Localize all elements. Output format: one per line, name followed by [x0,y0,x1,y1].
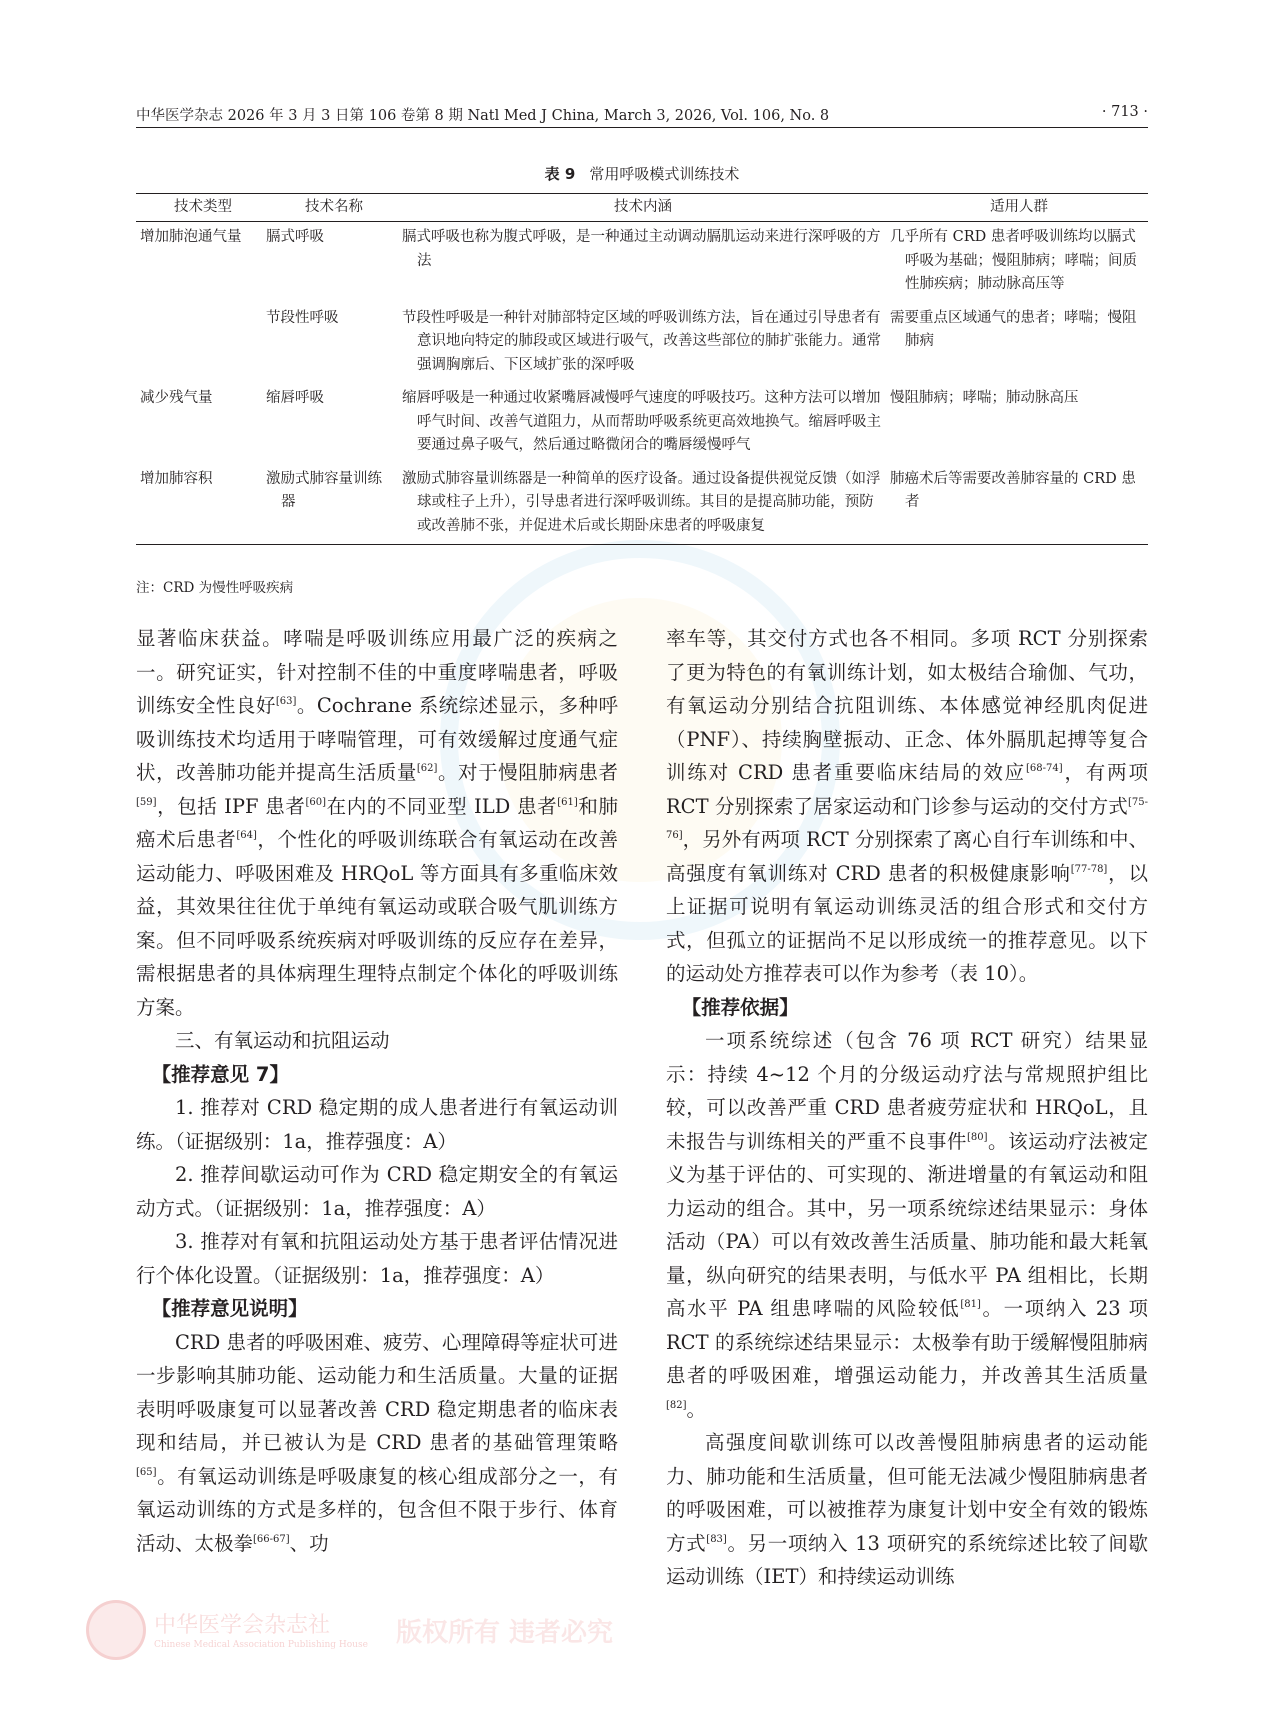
table-number: 表 9 [544,165,576,183]
cell-name: 膈式呼吸 [266,229,324,245]
cell-type: 减少残气量 [140,390,213,406]
citation: [60] [305,796,327,808]
paragraph: 高强度间歇训练可以改善慢阻肺病患者的运动能力、肺功能和生活质量，但可能无法减少慢阻肺病患者的呼吸困难，可以被推荐为康复计划中安全有效的锻炼方式[83]。另一项纳入 13 项研究的系统综述比较了间歇运动训练（IET）和持续运动训练 [666,1431,1148,1588]
cell-content: 缩唇呼吸是一种通过收紧嘴唇减慢呼气速度的呼吸技巧。这种方法可以增加呼气时间、改善气道阻力，从而帮助呼吸系统更高效地换气。缩唇呼吸主要通过鼻子吸气，然后通过略微闭合的嘴唇缓慢呼气 [402,390,881,453]
table-header-row [136,194,1148,222]
cell-population: 慢阻肺病；哮喘；肺动脉高压 [890,390,1079,406]
cell-content: 节段性呼吸是一种针对肺部特定区域的呼吸训练方法，旨在通过引导患者有意识地向特定的肺段或区域进行吸气，改善这些部位的肺扩张能力。通常强调胸廓后、下区域扩张的深呼吸 [402,309,881,373]
paragraph: 显著临床获益。哮喘是呼吸训练应用最广泛的疾病之一。研究证实，针对控制不佳的中重度哮喘患者，呼吸训练安全性良好[63]。Cochrane 系统综述显示，多种呼吸训练技术均适用于哮喘管理，可有效缓解过度通气症状，改善肺功能并提高生活质量[62]。对于慢阻肺病患者[59]，包括 IPF 患者[60]在内的不同亚型 ILD 患者[61]和肺癌术后患者[64]，个性化的呼吸训练联合有氧运动在改善运动能力、呼吸困难及 HRQoL 等方面具有多重临床效益，其效果往往优于单纯有氧运动或联合吸气肌训练方案。但不同呼吸系统疾病对呼吸训练的反应存在差异，需根据患者的具体病理生理特点制定个体化的呼吸训练方案。 [136,627,618,1019]
header-type: 技术类型 [136,194,266,222]
cell-name: 激励式肺容量训练器 [266,470,382,510]
table-row [136,383,1148,464]
paragraph: 一项系统综述（包含 76 项 RCT 研究）结果显示：持续 4~12 个月的分级运动疗法与常规照护组比较，可以改善严重 CRD 患者疲劳症状和 HRQoL，且未报告与训练相关的严重不良事件[80]。该运动疗法被定义为基于评估的、可实现的、渐进增量的有氧运动和阻力运动的组合。其中，另一项系统综述结果显示：身体活动（PA）可以有效改善生活质量、肺功能和最大耗氧量，纵向研究的结果表明，与低水平 PA 组相比，长期高水平 PA 组患哮喘的风险较低[81]。一项纳入 23 项 RCT 的系统综述结果显示：太极拳有助于缓解慢阻肺病患者的呼吸困难，增强运动能力，并改善其生活质量[82]。 [666,1029,1149,1421]
publisher-logo-watermark [86,1600,614,1670]
paragraph: 率车等，其交付方式也各不相同。多项 RCT 分别探索了更为特色的有氧训练计划，如太极结合瑜伽、气功，有氧运动分别结合抗阻训练、本体感觉神经肌肉促进（PNF）、持续胸壁振动、正念、体外膈肌起搏等复合训练对 CRD 患者重要临床结局的效应[68-74]，有两项 RCT 分别探索了居家运动和门诊参与运动的交付方式[75-76]，另外有两项 RCT 分别探索了离心自行车训练和中、高强度有氧训练对 CRD 患者的积极健康影响[77-78]，以上证据可说明有氧运动训练灵活的组合形式和交付方式，但孤立的证据尚不足以形成统一的推荐意见。以下的运动处方推荐表可以作为参考（表 10）。 [666,627,1148,985]
cell-type: 增加肺泡通气量 [140,229,242,245]
citation: [77-78] [1070,863,1108,875]
citation: [82] [666,1399,687,1411]
header-name: 技术名称 [266,194,402,222]
citation: [62] [416,763,438,774]
recommendation-item: 3. 推荐对有氧和抗阻运动处方基于患者评估情况进行个体化设置。（证据级别：1a，推荐强度：A） [136,1230,618,1287]
cell-type [136,303,266,384]
table-row [136,222,1148,303]
basis-label: 【推荐依据】 [681,995,799,1019]
table-title: 常用呼吸模式训练技术 [589,165,740,183]
recommendation-item: 1. 推荐对 CRD 稳定期的成人患者进行有氧运动训练。（证据级别：1a，推荐强度：A） [136,1096,618,1153]
left-column [136,622,618,1560]
cell-name: 缩唇呼吸 [266,390,324,406]
header-content: 技术内涵 [402,194,890,222]
cell-type: 增加肺容积 [136,464,266,545]
cell-content: 膈式呼吸也称为腹式呼吸，是一种通过主动调动膈肌运动来进行深呼吸的方法 [402,229,881,269]
citation: [66-67] [253,1533,290,1545]
journal-citation: 中华医学杂志 2026 年 3 月 3 日第 106 卷第 8 期 Natl Med J China, March 3, 2026, Vol. 106, No. 8 [136,108,830,124]
copyright-slogan: 版权所有 违者必究 [396,1618,614,1648]
section-heading: 三、有氧运动和抗阻运动 [175,1029,390,1052]
citation: [64] [236,830,257,841]
table-caption [136,163,1148,184]
citation: [63] [275,696,297,707]
citation: [83] [706,1533,727,1545]
cell-population: 几乎所有 CRD 患者呼吸训练均以膈式呼吸为基础；慢阻肺病；哮喘；间质性肺疾病；肺动脉高压等 [890,229,1137,292]
page-number: · 713 · [1101,104,1148,120]
citation: [81] [960,1299,981,1310]
flower-emblem-icon [86,1600,146,1660]
citation: [68-74] [1026,763,1063,774]
recommendation-item: 2. 推荐间歇运动可作为 CRD 稳定期安全的有氧运动方式。（证据级别：1a，推荐强度：A） [136,1163,618,1220]
header-population: 适用人群 [890,194,1148,222]
citation: [80] [966,1131,988,1143]
right-column [666,622,1148,1594]
citation: [61] [557,796,578,808]
citation: [75-76] [666,796,1148,841]
recommendation-label: 【推荐意见 7】 [151,1062,289,1086]
running-header [136,104,1148,128]
table-footnote: 注：CRD 为慢性呼吸疾病 [136,580,294,596]
table-row [136,303,1148,384]
citation: [65] [136,1466,157,1478]
publisher-name-en: Chinese Medical Association Publishing House [154,1640,368,1650]
paragraph: CRD 患者的呼吸困难、疲劳、心理障碍等症状可进一步影响其肺功能、运动能力和生活质量。大量的证据表明呼吸康复可以显著改善 CRD 稳定期患者的临床表现和结局，并已被认为是 CRD 患者的基础管理策略[65]。有氧运动训练是呼吸康复的核心组成部分之一，有氧运动训练的方式是多样的，包含但不限于步行、体育活动、太极拳[66-67]、功 [136,1330,618,1555]
cell-content: 激励式肺容量训练器是一种简单的医疗设备。通过设备提供视觉反馈（如浮球或柱子上升），引导患者进行深呼吸训练。其目的是提高肺功能，预防或改善肺不张，并促进术后或长期卧床患者的呼吸康复 [402,464,890,545]
publisher-name: 中华医学会杂志社 [154,1613,331,1638]
breathing-techniques-table [136,193,1148,545]
table-row [136,464,1148,545]
explanation-label: 【推荐意见说明】 [151,1297,308,1320]
cell-name: 节段性呼吸 [266,309,339,326]
cell-population: 需要重点区域通气的患者；哮喘；慢阻肺病 [890,309,1137,349]
cell-population: 肺癌术后等需要改善肺容量的 CRD 患者 [890,464,1148,545]
citation: [59] [136,796,157,808]
